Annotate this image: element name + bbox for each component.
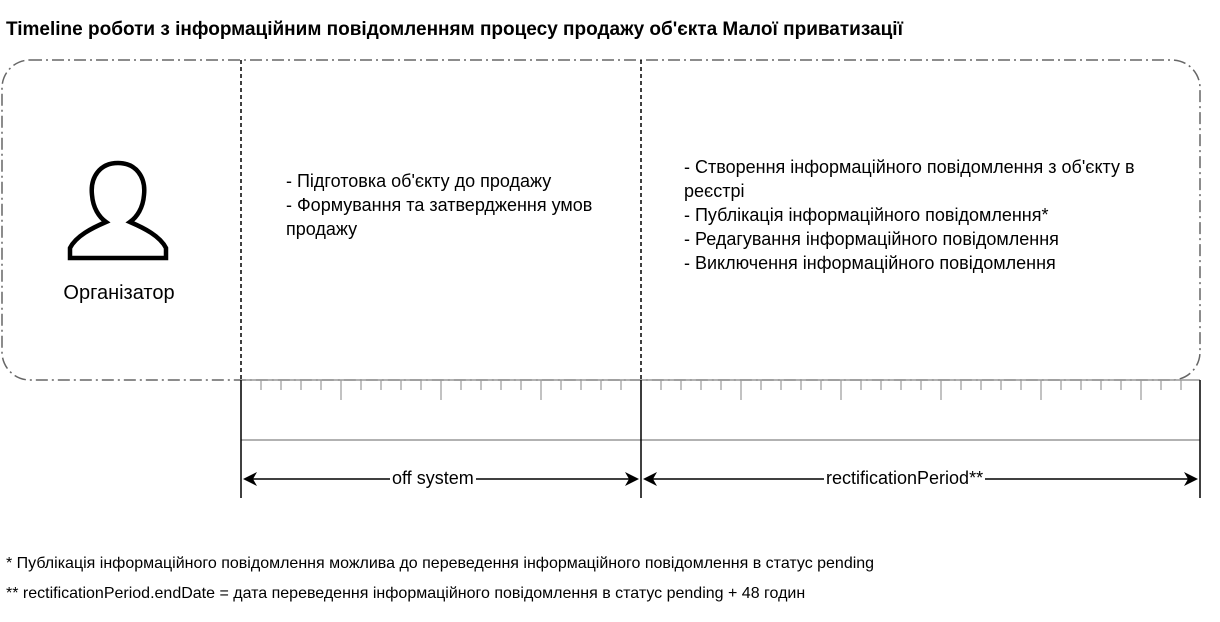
timeline-ruler xyxy=(241,380,1200,498)
actor-label: Організатор xyxy=(63,282,175,304)
phase-off-system-text xyxy=(286,169,606,241)
phase-item: - Публікація інформаційного повідомлення* xyxy=(684,205,1049,225)
page-title: Timeline роботи з інформаційним повідомленням процесу продажу об'єкта Малої приватизації xyxy=(6,19,903,40)
phase-item: - Формування та затвердження умов продажу xyxy=(286,195,593,239)
range-label-rectification: rectificationPeriod** xyxy=(826,468,984,488)
range-label-off-system: off system xyxy=(392,468,474,488)
phase-item: - Виключення інформаційного повідомлення xyxy=(684,253,1056,273)
footnote-1: * Публікація інформаційного повідомлення можлива до переведення інформаційного повідомлення в статус pending xyxy=(6,555,875,572)
phase-item: - Підготовка об'єкту до продажу xyxy=(286,171,552,191)
footnote-2: ** rectificationPeriod.endDate = дата переведення інформаційного повідомлення в статус pending + 48 годин xyxy=(6,585,806,602)
phase-item: - Створення інформаційного повідомлення з об'єкту в реєстрі xyxy=(684,157,1135,201)
phase-rectification-text xyxy=(684,155,1184,275)
user-icon xyxy=(70,163,166,258)
phase-item: - Редагування інформаційного повідомлення xyxy=(684,229,1059,249)
